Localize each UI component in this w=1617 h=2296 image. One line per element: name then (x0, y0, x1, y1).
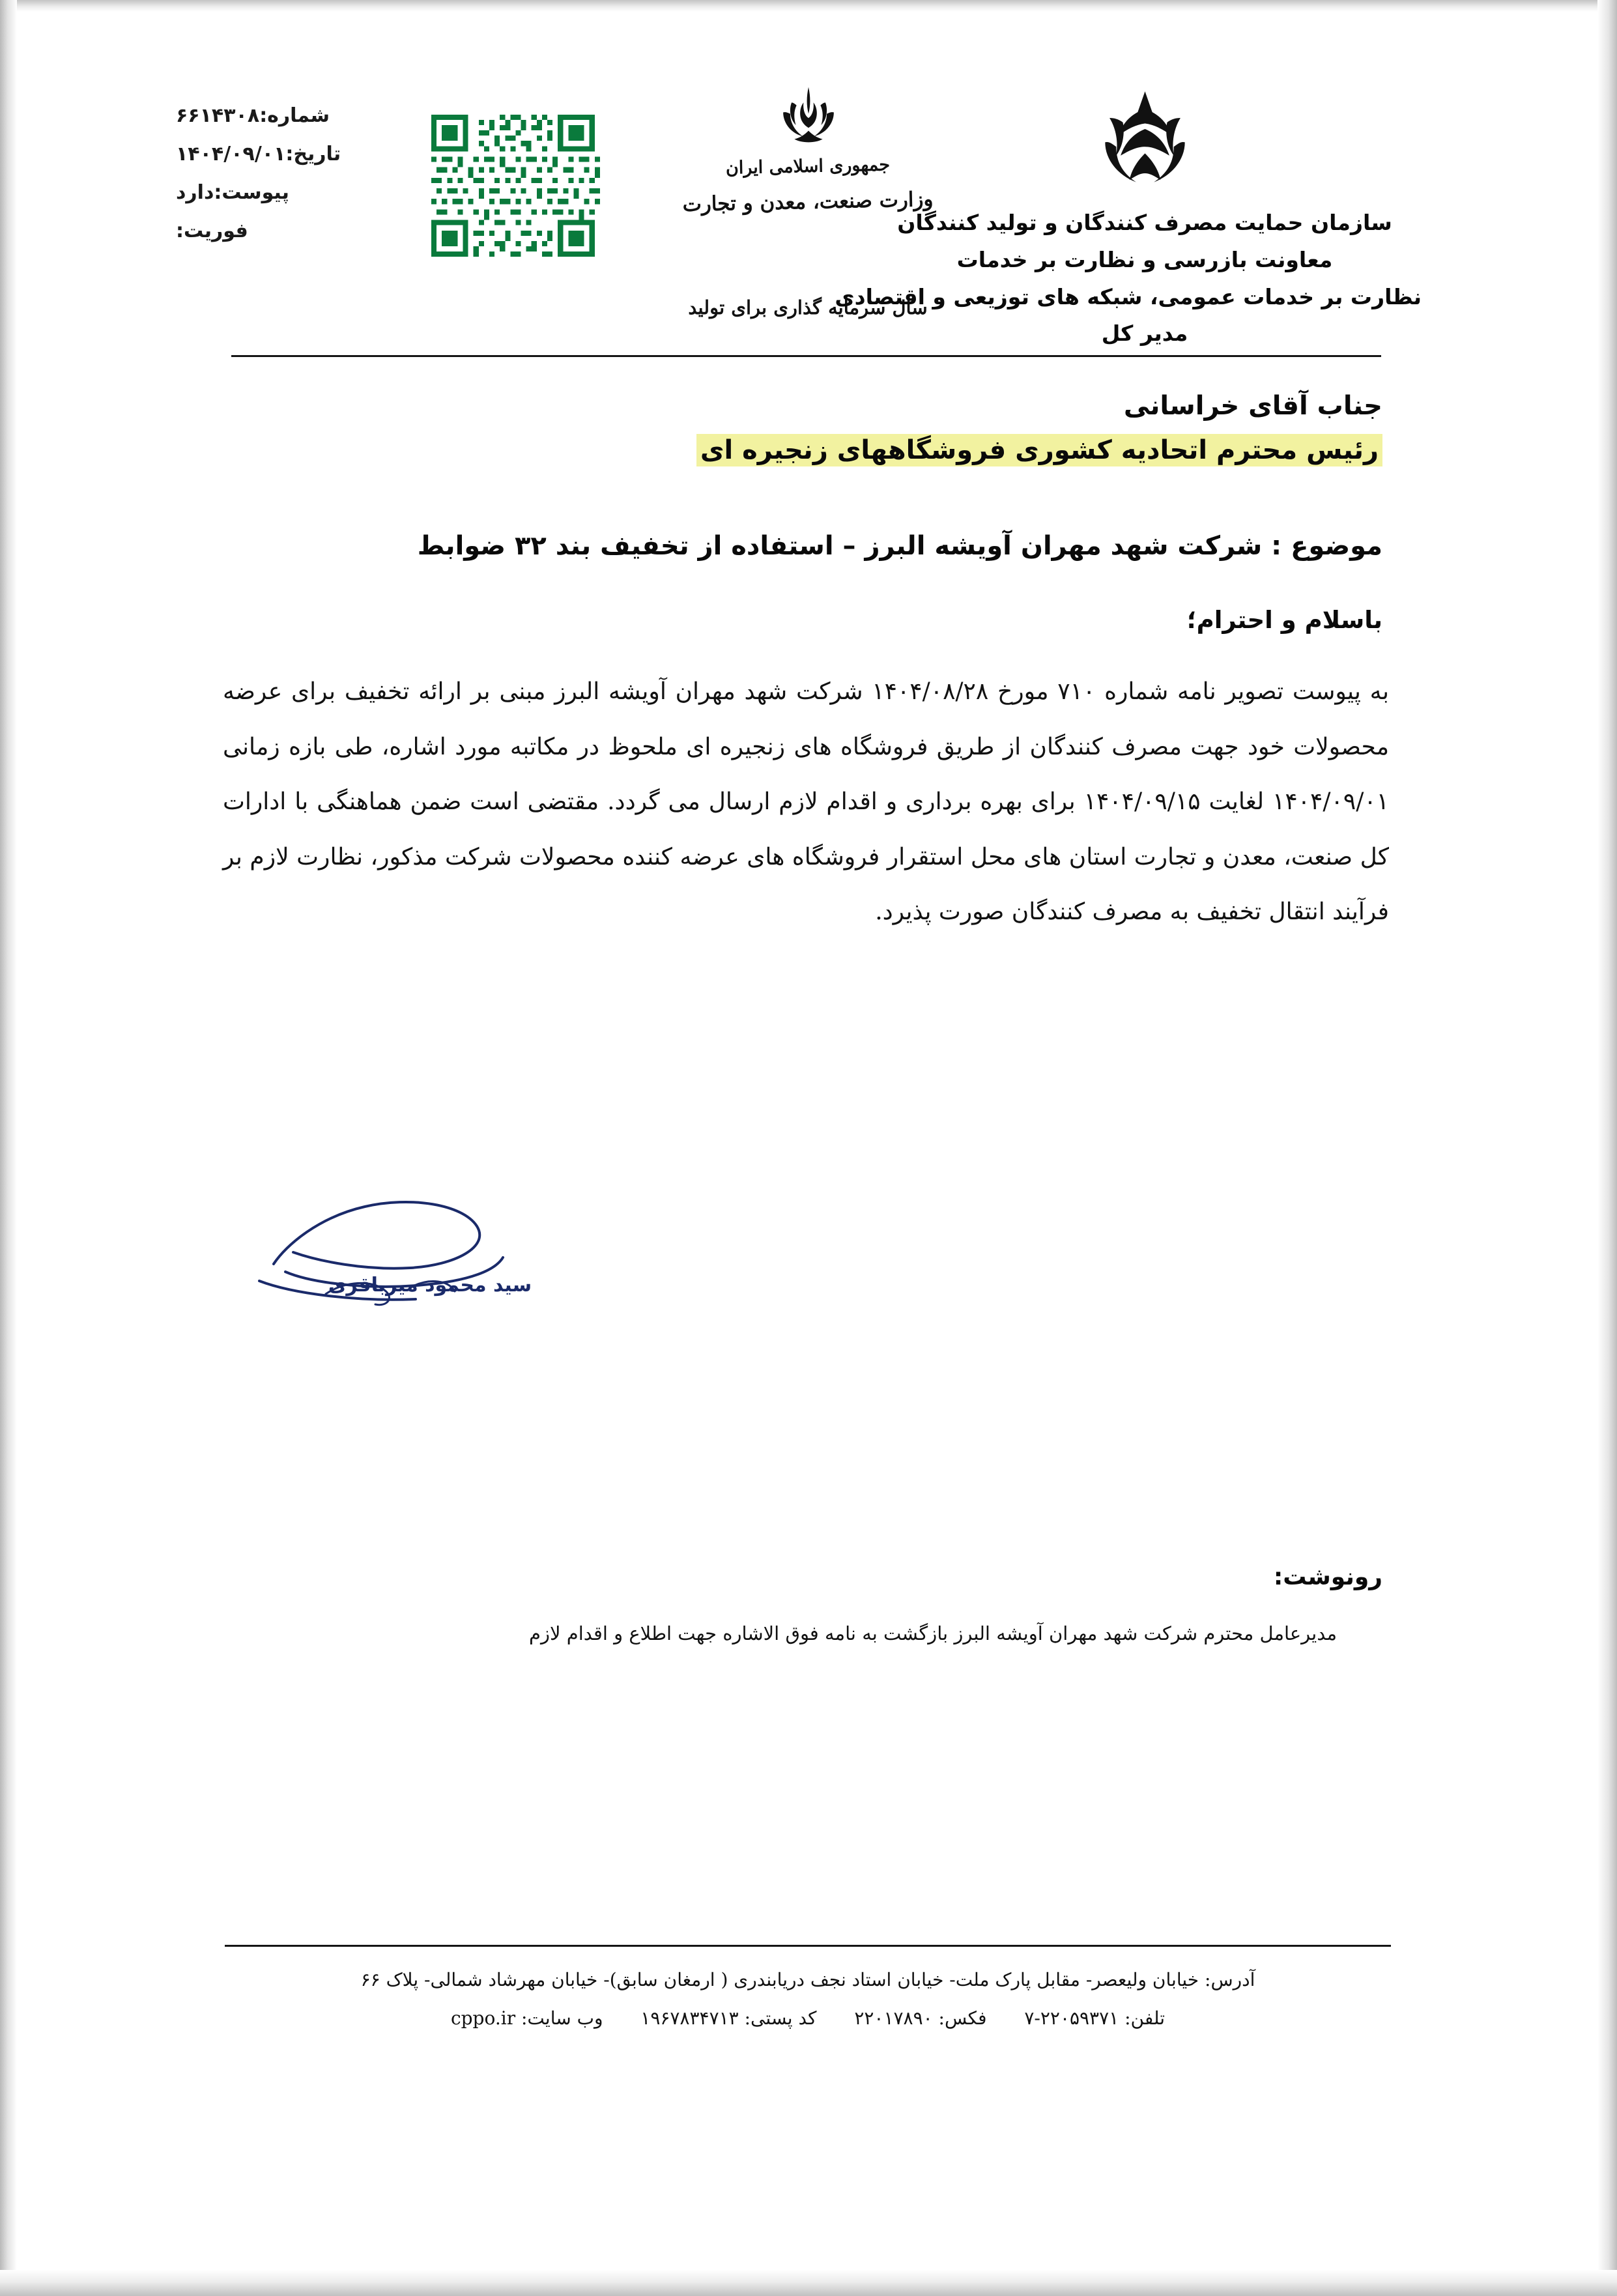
footer-website-value[interactable]: cppo.ir (450, 2007, 516, 2029)
footer-fax-value: ۲۲۰۱۷۸۹۰ (854, 2007, 933, 2029)
org-line-4: مدیر کل (1101, 321, 1188, 347)
footer-contact-line (225, 2000, 1391, 2038)
footer-block (225, 1961, 1391, 2038)
body-paragraph: به پیوست تصویر نامه شماره ۷۱۰ مورخ ۱۴۰۴/۰۸/۲۸ شرکت شهد مهران آویشه البرز مبنی بر ارائه تخفیف برای عرضه محصولات خود جهت مصرف کنندگان از طریق فروشگاه های زنجیره ای ملحوظ در مکاتبه مورد اشاره، طی بازه زمانی ۱۴۰۴/۰۹/۰۱ لغایت ۱۴۰۴/۰۹/۱۵ برای بهره برداری و اقدام لازم ارسال می گردد. مقتضی است ضمن هماهنگی با ادارات کل صنعت، معدن و تجارت استان های محل استقرار فروشگاه های عرضه کننده محصولات شرکت مذکور، نظارت لازم بر فرآیند انتقال تخفیف به مصرف کنندگان صورت پذیرد. (223, 678, 1389, 926)
addressee-line-2-highlighted: رئیس محترم اتحادیه کشوری فروشگاههای زنجیره ای (696, 434, 1382, 466)
meta-row-urgency (176, 220, 417, 242)
attachment-label: پیوست: (214, 181, 289, 204)
footer-phone-value: ۲۲۰۵۹۳۷۱-۷ (1024, 2007, 1119, 2029)
organization-logo-icon (1088, 85, 1202, 195)
republic-line2: وزارت صنعت، معدن و تجارت (682, 187, 934, 217)
org-line-3: نظارت بر خدمات عمومی، شبکه های توزیعی و اقتصادی (835, 283, 1422, 309)
signature-name: سید محمود میرباقری (328, 1274, 532, 1297)
subject-line: موضوع : شرکت شهد مهران آویشه البرز – استفاده از تخفیف بند ۳۲ ضوابط (417, 531, 1382, 561)
organization-title (835, 205, 1422, 352)
meta-row-attachment (176, 181, 417, 204)
footer-website-label: وب سایت: (521, 2007, 603, 2029)
header-divider (231, 355, 1381, 357)
document-meta (176, 104, 417, 258)
number-value: ۶۶۱۴۳۰۸ (176, 104, 260, 127)
meta-row-number (176, 104, 417, 127)
organization-block (835, 85, 1422, 352)
number-label: شماره: (259, 104, 330, 127)
footer-postal-value: ۱۹۶۷۸۳۴۷۱۳ (640, 2007, 739, 2029)
cc-title: رونوشت: (1273, 1564, 1382, 1590)
footer-postal-label: کد پستی: (744, 2007, 817, 2029)
iran-emblem-icon (772, 81, 845, 152)
meta-row-date (176, 143, 417, 165)
date-value: ۱۴۰۴/۰۹/۰۱ (176, 143, 286, 165)
year-slogan: سال سرمایه گذاری برای تولید (688, 296, 928, 319)
letter-header (0, 46, 1617, 365)
attachment-value: دارد (176, 181, 214, 204)
urgency-label: فوریت: (176, 220, 248, 242)
org-line-1: سازمان حمایت مصرف کنندگان و تولید کنندگان (897, 210, 1392, 235)
footer-divider (225, 1945, 1391, 1947)
footer-address: آدرس: خیابان ولیعصر- مقابل پارک ملت- خیابان استاد نجف دریابندری ( ارمغان سابق)- خیابان مهرشاد شمالی- پلاک ۶۶ (360, 1969, 1255, 1990)
addressee-block (236, 391, 1382, 466)
org-line-2: معاونت بازرسی و نظارت بر خدمات (956, 246, 1333, 272)
cc-item-1: مدیرعامل محترم شرکت شهد مهران آویشه البرز بازگشت به نامه فوق الاشاره جهت اطلاع و اقدام لازم (529, 1622, 1337, 1644)
salutation: باسلام و احترام؛ (1186, 606, 1382, 634)
qr-code-icon (423, 111, 608, 266)
footer-phone-label: تلفن: (1124, 2007, 1166, 2029)
date-label: تاریخ: (285, 143, 341, 165)
addressee-line-1: جناب آقای خراسانی (1123, 391, 1382, 421)
republic-line1: جمهوری اسلامی ایران (725, 154, 891, 179)
footer-fax-label: فکس: (938, 2007, 987, 2029)
